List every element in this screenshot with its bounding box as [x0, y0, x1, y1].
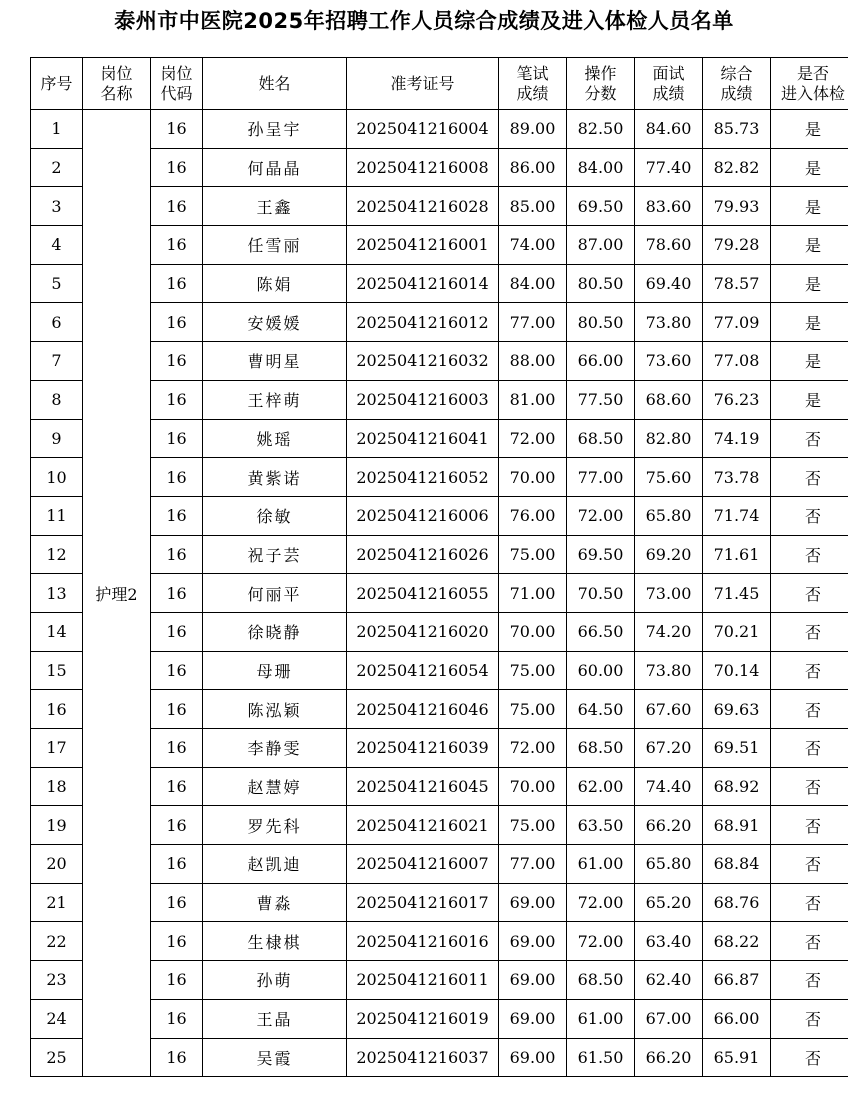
cell-ticket: 2025041216055 — [347, 574, 499, 613]
cell-practical-score: 68.50 — [567, 961, 635, 1000]
header-interview-line2: 成绩 — [652, 83, 685, 103]
table-row — [31, 496, 848, 535]
cell-seq: 7 — [31, 342, 83, 381]
cell-name: 曹淼 — [203, 883, 347, 922]
header-written — [499, 58, 567, 110]
header-written-line1: 笔试 — [516, 63, 549, 83]
cell-practical-score: 61.00 — [567, 999, 635, 1038]
cell-written-score: 72.00 — [499, 419, 567, 458]
cell-physical-exam: 是 — [771, 342, 848, 381]
cell-name: 姚瑶 — [203, 419, 347, 458]
cell-ticket: 2025041216019 — [347, 999, 499, 1038]
header-seq: 序号 — [31, 58, 83, 110]
cell-seq: 20 — [31, 845, 83, 884]
header-row — [31, 58, 848, 110]
table-row — [31, 148, 848, 187]
cell-seq: 6 — [31, 303, 83, 342]
cell-seq: 13 — [31, 574, 83, 613]
table-row — [31, 922, 848, 961]
header-post-code-line2: 代码 — [160, 83, 193, 103]
cell-interview-score: 77.40 — [635, 148, 703, 187]
header-post-name-line1: 岗位 — [100, 63, 133, 83]
cell-ticket: 2025041216054 — [347, 651, 499, 690]
cell-name: 王梓萌 — [203, 380, 347, 419]
cell-total-score: 82.82 — [703, 148, 771, 187]
cell-practical-score: 61.00 — [567, 845, 635, 884]
cell-physical-exam: 否 — [771, 845, 848, 884]
cell-practical-score: 61.50 — [567, 1038, 635, 1077]
cell-total-score: 71.45 — [703, 574, 771, 613]
header-ticket: 准考证号 — [347, 58, 499, 110]
cell-written-score: 70.00 — [499, 767, 567, 806]
cell-physical-exam: 是 — [771, 187, 848, 226]
header-physical-line1: 是否 — [796, 63, 829, 83]
cell-seq: 4 — [31, 226, 83, 265]
table-row — [31, 535, 848, 574]
cell-name: 徐敏 — [203, 496, 347, 535]
cell-practical-score: 72.00 — [567, 496, 635, 535]
cell-post-code: 16 — [151, 845, 203, 884]
cell-interview-score: 83.60 — [635, 187, 703, 226]
cell-physical-exam: 否 — [771, 419, 848, 458]
cell-physical-exam: 否 — [771, 496, 848, 535]
cell-ticket: 2025041216021 — [347, 806, 499, 845]
cell-post-code: 16 — [151, 496, 203, 535]
cell-written-score: 76.00 — [499, 496, 567, 535]
table-row — [31, 806, 848, 845]
cell-post-code: 16 — [151, 651, 203, 690]
table-row — [31, 303, 848, 342]
cell-written-score: 84.00 — [499, 264, 567, 303]
cell-post-code: 16 — [151, 690, 203, 729]
cell-total-score: 68.22 — [703, 922, 771, 961]
cell-interview-score: 74.20 — [635, 612, 703, 651]
cell-post-code: 16 — [151, 612, 203, 651]
cell-interview-score: 67.60 — [635, 690, 703, 729]
cell-post-code: 16 — [151, 535, 203, 574]
cell-physical-exam: 否 — [771, 690, 848, 729]
cell-total-score: 77.09 — [703, 303, 771, 342]
cell-interview-score: 73.80 — [635, 303, 703, 342]
table-row — [31, 458, 848, 497]
header-physical — [771, 58, 848, 110]
table-body — [31, 110, 848, 1077]
cell-post-code: 16 — [151, 342, 203, 381]
cell-written-score: 71.00 — [499, 574, 567, 613]
cell-interview-score: 66.20 — [635, 806, 703, 845]
cell-seq: 21 — [31, 883, 83, 922]
cell-written-score: 69.00 — [499, 999, 567, 1038]
header-practical — [567, 58, 635, 110]
cell-practical-score: 80.50 — [567, 303, 635, 342]
cell-post-code: 16 — [151, 226, 203, 265]
cell-physical-exam: 是 — [771, 148, 848, 187]
cell-practical-score: 60.00 — [567, 651, 635, 690]
cell-practical-score: 80.50 — [567, 264, 635, 303]
cell-seq: 22 — [31, 922, 83, 961]
cell-written-score: 75.00 — [499, 535, 567, 574]
cell-ticket: 2025041216012 — [347, 303, 499, 342]
cell-physical-exam: 否 — [771, 729, 848, 768]
cell-written-score: 75.00 — [499, 806, 567, 845]
cell-total-score: 65.91 — [703, 1038, 771, 1077]
cell-physical-exam: 是 — [771, 264, 848, 303]
cell-interview-score: 62.40 — [635, 961, 703, 1000]
cell-physical-exam: 是 — [771, 303, 848, 342]
cell-written-score: 70.00 — [499, 458, 567, 497]
cell-physical-exam: 是 — [771, 226, 848, 265]
cell-written-score: 77.00 — [499, 845, 567, 884]
cell-total-score: 77.08 — [703, 342, 771, 381]
table-row — [31, 961, 848, 1000]
cell-total-score: 79.93 — [703, 187, 771, 226]
cell-name: 陈泓颖 — [203, 690, 347, 729]
table-row — [31, 651, 848, 690]
cell-physical-exam: 否 — [771, 922, 848, 961]
cell-interview-score: 69.40 — [635, 264, 703, 303]
cell-seq: 8 — [31, 380, 83, 419]
cell-post-code: 16 — [151, 187, 203, 226]
cell-post-code: 16 — [151, 458, 203, 497]
cell-ticket: 2025041216046 — [347, 690, 499, 729]
cell-physical-exam: 否 — [771, 612, 848, 651]
cell-name: 曹明星 — [203, 342, 347, 381]
table-row — [31, 419, 848, 458]
cell-seq: 9 — [31, 419, 83, 458]
cell-written-score: 69.00 — [499, 961, 567, 1000]
cell-seq: 3 — [31, 187, 83, 226]
cell-total-score: 69.63 — [703, 690, 771, 729]
cell-post-name: 护理2 — [83, 110, 151, 1077]
cell-ticket: 2025041216017 — [347, 883, 499, 922]
cell-interview-score: 66.20 — [635, 1038, 703, 1077]
cell-seq: 16 — [31, 690, 83, 729]
table-row — [31, 264, 848, 303]
cell-ticket: 2025041216007 — [347, 845, 499, 884]
header-practical-line1: 操作 — [584, 63, 617, 83]
cell-ticket: 2025041216006 — [347, 496, 499, 535]
table-row — [31, 1038, 848, 1077]
header-post-name-line2: 名称 — [100, 83, 133, 103]
cell-name: 李静雯 — [203, 729, 347, 768]
table-row — [31, 845, 848, 884]
cell-post-code: 16 — [151, 380, 203, 419]
cell-seq: 11 — [31, 496, 83, 535]
cell-post-code: 16 — [151, 264, 203, 303]
cell-post-code: 16 — [151, 729, 203, 768]
cell-interview-score: 68.60 — [635, 380, 703, 419]
cell-written-score: 69.00 — [499, 1038, 567, 1077]
cell-seq: 14 — [31, 612, 83, 651]
cell-ticket: 2025041216045 — [347, 767, 499, 806]
cell-total-score: 68.84 — [703, 845, 771, 884]
cell-name: 生棣棋 — [203, 922, 347, 961]
cell-physical-exam: 否 — [771, 458, 848, 497]
table-header — [31, 58, 848, 110]
cell-ticket: 2025041216041 — [347, 419, 499, 458]
cell-total-score: 66.87 — [703, 961, 771, 1000]
cell-physical-exam: 否 — [771, 1038, 848, 1077]
cell-practical-score: 72.00 — [567, 883, 635, 922]
header-name: 姓名 — [203, 58, 347, 110]
cell-physical-exam: 是 — [771, 110, 848, 149]
cell-total-score: 79.28 — [703, 226, 771, 265]
cell-ticket: 2025041216028 — [347, 187, 499, 226]
table-row — [31, 729, 848, 768]
header-total — [703, 58, 771, 110]
table-row — [31, 187, 848, 226]
cell-post-code: 16 — [151, 806, 203, 845]
cell-practical-score: 63.50 — [567, 806, 635, 845]
cell-interview-score: 73.80 — [635, 651, 703, 690]
cell-ticket: 2025041216052 — [347, 458, 499, 497]
cell-interview-score: 74.40 — [635, 767, 703, 806]
cell-practical-score: 68.50 — [567, 419, 635, 458]
cell-total-score: 78.57 — [703, 264, 771, 303]
cell-practical-score: 64.50 — [567, 690, 635, 729]
cell-written-score: 88.00 — [499, 342, 567, 381]
table-row — [31, 110, 848, 149]
cell-seq: 19 — [31, 806, 83, 845]
cell-total-score: 70.14 — [703, 651, 771, 690]
cell-total-score: 68.91 — [703, 806, 771, 845]
cell-practical-score: 82.50 — [567, 110, 635, 149]
cell-seq: 5 — [31, 264, 83, 303]
cell-name: 任雪丽 — [203, 226, 347, 265]
cell-post-code: 16 — [151, 574, 203, 613]
cell-practical-score: 77.00 — [567, 458, 635, 497]
cell-written-score: 77.00 — [499, 303, 567, 342]
cell-written-score: 69.00 — [499, 883, 567, 922]
cell-ticket: 2025041216016 — [347, 922, 499, 961]
cell-ticket: 2025041216003 — [347, 380, 499, 419]
cell-written-score: 75.00 — [499, 690, 567, 729]
cell-practical-score: 69.50 — [567, 535, 635, 574]
cell-total-score: 69.51 — [703, 729, 771, 768]
cell-name: 王晶 — [203, 999, 347, 1038]
cell-name: 安媛媛 — [203, 303, 347, 342]
cell-post-code: 16 — [151, 303, 203, 342]
cell-physical-exam: 否 — [771, 806, 848, 845]
header-physical-line2: 进入体检 — [780, 83, 845, 103]
cell-name: 罗先科 — [203, 806, 347, 845]
header-post-name — [83, 58, 151, 110]
results-table — [30, 57, 848, 1077]
cell-name: 陈娟 — [203, 264, 347, 303]
cell-name: 吴霞 — [203, 1038, 347, 1077]
cell-post-code: 16 — [151, 961, 203, 1000]
cell-total-score: 66.00 — [703, 999, 771, 1038]
cell-written-score: 89.00 — [499, 110, 567, 149]
cell-name: 孙呈宇 — [203, 110, 347, 149]
cell-total-score: 71.74 — [703, 496, 771, 535]
header-written-line2: 成绩 — [516, 83, 549, 103]
cell-written-score: 86.00 — [499, 148, 567, 187]
cell-name: 祝子芸 — [203, 535, 347, 574]
cell-seq: 18 — [31, 767, 83, 806]
cell-interview-score: 73.00 — [635, 574, 703, 613]
cell-seq: 25 — [31, 1038, 83, 1077]
cell-interview-score: 75.60 — [635, 458, 703, 497]
cell-physical-exam: 否 — [771, 767, 848, 806]
cell-physical-exam: 否 — [771, 574, 848, 613]
header-post-code — [151, 58, 203, 110]
cell-practical-score: 66.00 — [567, 342, 635, 381]
cell-written-score: 85.00 — [499, 187, 567, 226]
cell-practical-score: 68.50 — [567, 729, 635, 768]
cell-physical-exam: 否 — [771, 883, 848, 922]
cell-written-score: 69.00 — [499, 922, 567, 961]
cell-post-code: 16 — [151, 148, 203, 187]
cell-practical-score: 69.50 — [567, 187, 635, 226]
cell-name: 何晶晶 — [203, 148, 347, 187]
table-row — [31, 342, 848, 381]
cell-ticket: 2025041216001 — [347, 226, 499, 265]
cell-post-code: 16 — [151, 999, 203, 1038]
cell-practical-score: 77.50 — [567, 380, 635, 419]
cell-post-code: 16 — [151, 922, 203, 961]
cell-ticket: 2025041216037 — [347, 1038, 499, 1077]
cell-written-score: 81.00 — [499, 380, 567, 419]
cell-interview-score: 65.80 — [635, 845, 703, 884]
cell-practical-score: 84.00 — [567, 148, 635, 187]
cell-post-code: 16 — [151, 1038, 203, 1077]
cell-written-score: 75.00 — [499, 651, 567, 690]
cell-ticket: 2025041216032 — [347, 342, 499, 381]
cell-interview-score: 65.80 — [635, 496, 703, 535]
cell-interview-score: 78.60 — [635, 226, 703, 265]
cell-seq: 10 — [31, 458, 83, 497]
table-row — [31, 999, 848, 1038]
table-row — [31, 612, 848, 651]
cell-post-code: 16 — [151, 110, 203, 149]
cell-seq: 2 — [31, 148, 83, 187]
cell-practical-score: 72.00 — [567, 922, 635, 961]
table-row — [31, 883, 848, 922]
cell-ticket: 2025041216026 — [347, 535, 499, 574]
cell-physical-exam: 是 — [771, 380, 848, 419]
cell-interview-score: 67.20 — [635, 729, 703, 768]
cell-written-score: 74.00 — [499, 226, 567, 265]
cell-seq: 23 — [31, 961, 83, 1000]
cell-total-score: 70.21 — [703, 612, 771, 651]
cell-interview-score: 84.60 — [635, 110, 703, 149]
cell-total-score: 68.76 — [703, 883, 771, 922]
cell-written-score: 70.00 — [499, 612, 567, 651]
cell-practical-score: 62.00 — [567, 767, 635, 806]
cell-name: 赵慧婷 — [203, 767, 347, 806]
cell-total-score: 71.61 — [703, 535, 771, 574]
cell-ticket: 2025041216004 — [347, 110, 499, 149]
cell-seq: 17 — [31, 729, 83, 768]
cell-interview-score: 67.00 — [635, 999, 703, 1038]
cell-practical-score: 87.00 — [567, 226, 635, 265]
cell-name: 徐晓静 — [203, 612, 347, 651]
header-interview — [635, 58, 703, 110]
cell-total-score: 76.23 — [703, 380, 771, 419]
table-row — [31, 690, 848, 729]
page-title: 泰州市中医院2025年招聘工作人员综合成绩及进入体检人员名单 — [114, 9, 734, 33]
table-row — [31, 226, 848, 265]
header-total-line1: 综合 — [720, 63, 753, 83]
header-interview-line1: 面试 — [652, 63, 685, 83]
cell-ticket: 2025041216014 — [347, 264, 499, 303]
cell-name: 孙萌 — [203, 961, 347, 1000]
cell-seq: 12 — [31, 535, 83, 574]
cell-name: 何丽平 — [203, 574, 347, 613]
cell-physical-exam: 否 — [771, 535, 848, 574]
cell-practical-score: 70.50 — [567, 574, 635, 613]
header-total-line2: 成绩 — [720, 83, 753, 103]
cell-name: 赵凯迪 — [203, 845, 347, 884]
cell-interview-score: 69.20 — [635, 535, 703, 574]
cell-interview-score: 73.60 — [635, 342, 703, 381]
header-post-code-line1: 岗位 — [160, 63, 193, 83]
cell-physical-exam: 否 — [771, 961, 848, 1000]
cell-interview-score: 63.40 — [635, 922, 703, 961]
header-practical-line2: 分数 — [584, 83, 617, 103]
cell-name: 母珊 — [203, 651, 347, 690]
cell-seq: 1 — [31, 110, 83, 149]
cell-written-score: 72.00 — [499, 729, 567, 768]
cell-ticket: 2025041216011 — [347, 961, 499, 1000]
cell-ticket: 2025041216039 — [347, 729, 499, 768]
cell-post-code: 16 — [151, 883, 203, 922]
cell-interview-score: 65.20 — [635, 883, 703, 922]
cell-post-code: 16 — [151, 419, 203, 458]
table-row — [31, 574, 848, 613]
cell-practical-score: 66.50 — [567, 612, 635, 651]
table-row — [31, 767, 848, 806]
cell-physical-exam: 否 — [771, 999, 848, 1038]
cell-ticket: 2025041216008 — [347, 148, 499, 187]
cell-post-code: 16 — [151, 767, 203, 806]
cell-seq: 24 — [31, 999, 83, 1038]
cell-seq: 15 — [31, 651, 83, 690]
cell-physical-exam: 否 — [771, 651, 848, 690]
cell-total-score: 68.92 — [703, 767, 771, 806]
cell-interview-score: 82.80 — [635, 419, 703, 458]
cell-total-score: 73.78 — [703, 458, 771, 497]
cell-name: 王鑫 — [203, 187, 347, 226]
table-row — [31, 380, 848, 419]
cell-ticket: 2025041216020 — [347, 612, 499, 651]
cell-total-score: 85.73 — [703, 110, 771, 149]
cell-name: 黄紫诺 — [203, 458, 347, 497]
cell-total-score: 74.19 — [703, 419, 771, 458]
